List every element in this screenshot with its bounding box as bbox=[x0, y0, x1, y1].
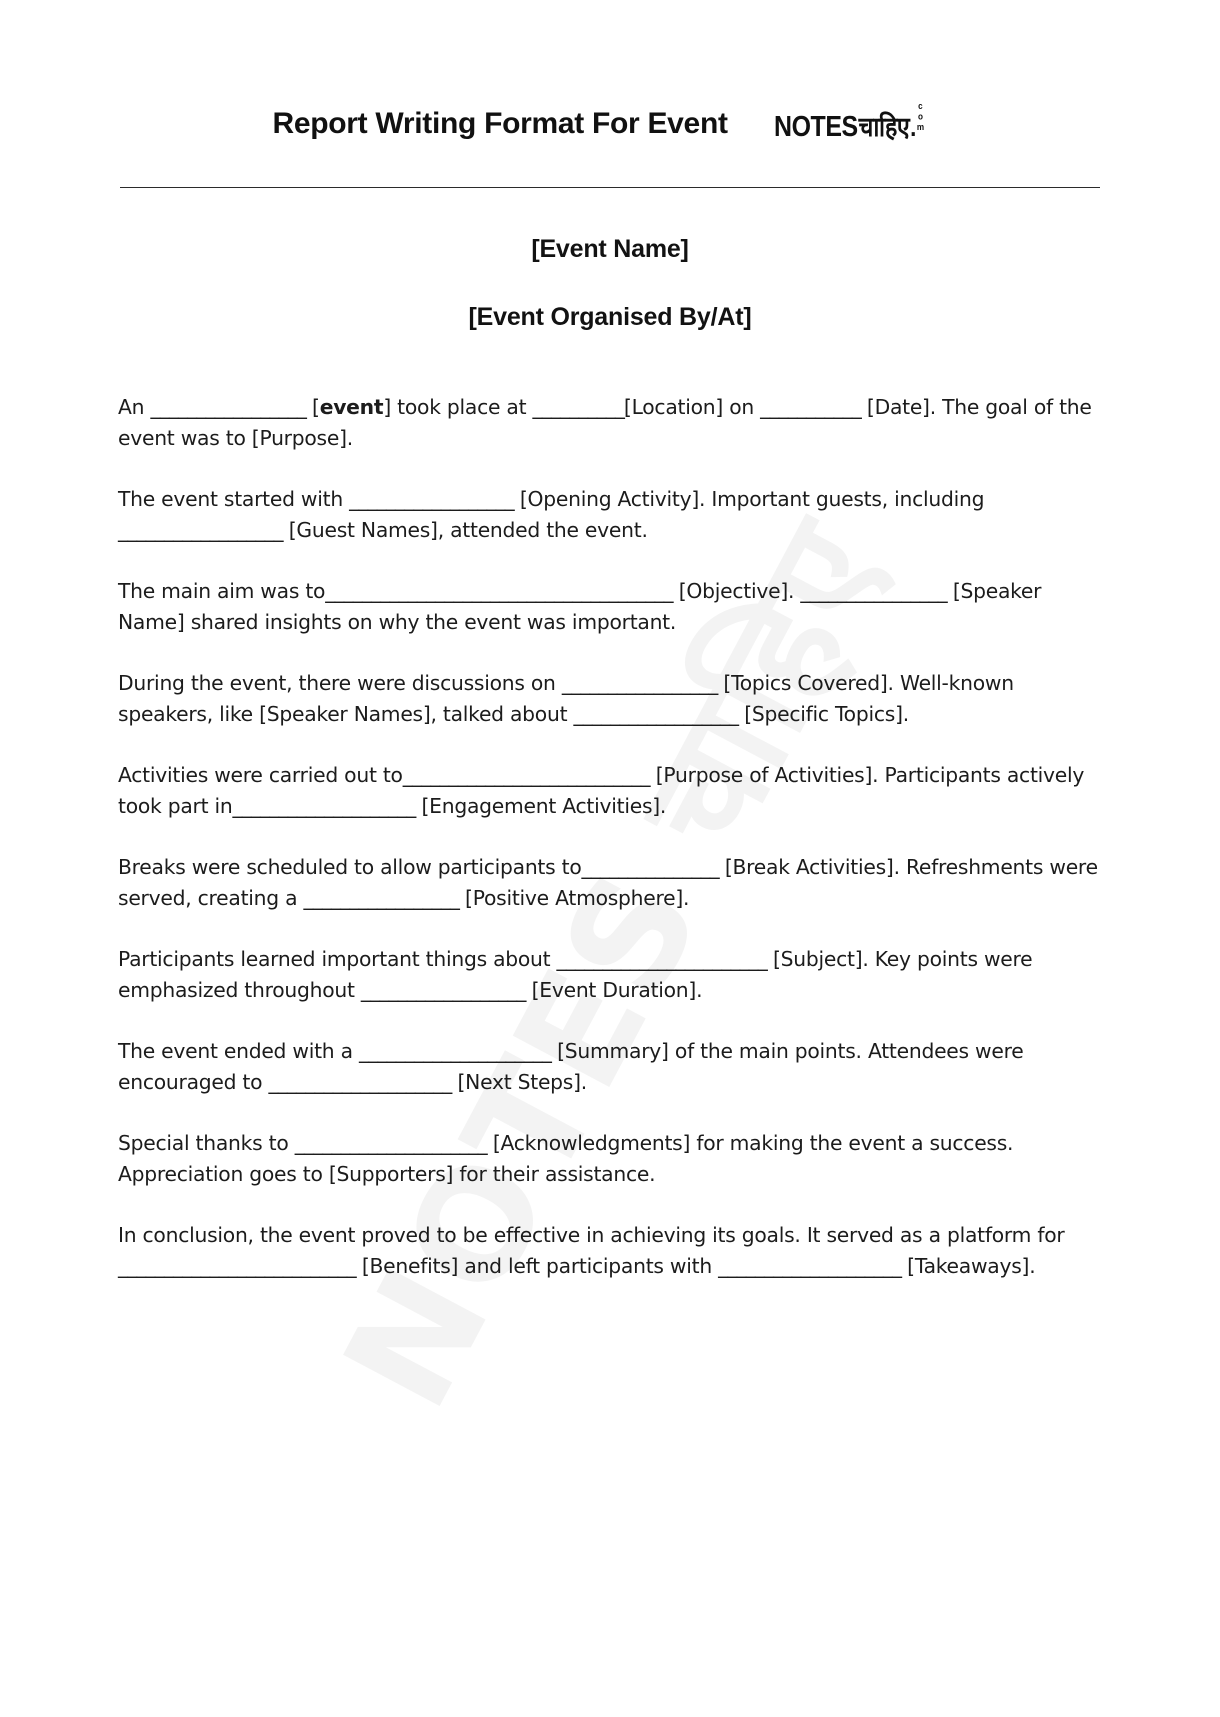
text-run: During the event, there were discussions on bbox=[118, 670, 562, 695]
fill-in-blank: _____________________ bbox=[358, 1038, 551, 1063]
page-title: Report Writing Format For Event bbox=[272, 106, 728, 140]
logo-com-text: com bbox=[915, 101, 925, 133]
fill-in-blank: __________________ bbox=[573, 701, 738, 726]
fill-in-blank: ____________________ bbox=[232, 793, 416, 818]
text-run: [Speaker Name] shared insights on why the event was important. bbox=[118, 578, 1042, 634]
document-body bbox=[118, 392, 1102, 1282]
text-run: Special thanks to bbox=[118, 1130, 295, 1155]
text-run: Breaks were scheduled to allow participants to bbox=[118, 854, 582, 879]
fill-in-blank: __________________ bbox=[349, 486, 514, 511]
text-run: [Positive Atmosphere]. bbox=[458, 885, 690, 910]
document-header bbox=[0, 0, 1220, 144]
document-headings bbox=[0, 235, 1220, 332]
text-run: [Opening Activity]. Important guests, including bbox=[513, 486, 985, 511]
text-run: [Event Duration]. bbox=[525, 977, 703, 1002]
text-run: [Summary] of the main points. Attendees were encouraged to bbox=[118, 1038, 1024, 1094]
text-run: The event started with bbox=[118, 486, 350, 511]
fill-in-blank: ______________________________________ bbox=[325, 578, 673, 603]
text-run: [Objective]. bbox=[672, 578, 801, 603]
fill-in-blank: __________ bbox=[532, 394, 624, 419]
text-run: [Subject]. Key points were emphasized throughout bbox=[118, 946, 1033, 1002]
fill-in-blank: ___________________________ bbox=[402, 762, 650, 787]
paragraph-opening bbox=[118, 484, 1102, 546]
notes-chahiye-logo bbox=[773, 101, 925, 144]
text-run: Participants learned important things about bbox=[118, 946, 557, 971]
fill-in-blank: _________________ bbox=[561, 670, 718, 695]
text-run: [Benefits] and left participants with bbox=[355, 1253, 719, 1278]
fill-in-blank: _______________________ bbox=[556, 946, 767, 971]
fill-in-blank: ________________ bbox=[800, 578, 947, 603]
paragraph-breaks bbox=[118, 852, 1102, 914]
paragraph-thanks bbox=[118, 1128, 1102, 1190]
text-run: [Guest Names], attended the event. bbox=[282, 517, 648, 542]
text-run: In conclusion, the event proved to be effective in achieving its goals. It served as a platform for bbox=[118, 1222, 1065, 1247]
paragraph-discussions bbox=[118, 668, 1102, 730]
paragraph-ending bbox=[118, 1036, 1102, 1098]
fill-in-blank: _______________ bbox=[581, 854, 719, 879]
text-run: The main aim was to bbox=[118, 578, 326, 603]
text-run: [Engagement Activities]. bbox=[415, 793, 667, 818]
text-run: ] took place at bbox=[383, 394, 533, 419]
paragraph-main-aim bbox=[118, 576, 1102, 638]
paragraph-activities bbox=[118, 760, 1102, 822]
paragraph-learnings bbox=[118, 944, 1102, 1006]
fill-in-blank: __________________ bbox=[118, 517, 283, 542]
fill-in-blank: _________________ bbox=[303, 885, 459, 910]
fill-in-blank: _____________________ bbox=[294, 1130, 487, 1155]
text-run: An bbox=[118, 394, 151, 419]
paragraph-intro bbox=[118, 392, 1102, 454]
text-run: [Purpose of Activities]. Participants actively took part in bbox=[118, 762, 1085, 818]
text-run: [Break Activities]. Refreshments were served, creating a bbox=[118, 854, 1098, 910]
text-run: [Takeaways]. bbox=[900, 1253, 1036, 1278]
text-run: [Next Steps]. bbox=[451, 1069, 587, 1094]
text-run: Activities were carried out to bbox=[118, 762, 403, 787]
heading-event-organised-by: [Event Organised By/At] bbox=[468, 302, 752, 331]
text-run: [Date]. The goal of the event was to [Purpose]. bbox=[118, 394, 1092, 450]
fill-in-blank: ___________ bbox=[760, 394, 861, 419]
fill-in-blank: __________________________ bbox=[118, 1253, 356, 1278]
text-run: [Specific Topics]. bbox=[738, 701, 909, 726]
text-run: [Location] on bbox=[623, 394, 761, 419]
text-run: [Acknowledgments] for making the event a success. Appreciation goes to [Supporters] for their assistance. bbox=[118, 1130, 1014, 1186]
text-run: [Topics Covered]. Well-known speakers, like [Speaker Names], talked about bbox=[118, 670, 1014, 726]
logo-dot: . bbox=[909, 111, 917, 142]
fill-in-blank: _________________ bbox=[150, 394, 306, 419]
emphasised-text: event bbox=[319, 394, 384, 419]
logo-devanagari-text: चाहिए bbox=[858, 111, 909, 143]
fill-in-blank: ____________________ bbox=[268, 1069, 452, 1094]
text-run: The event ended with a bbox=[118, 1038, 359, 1063]
fill-in-blank: ____________________ bbox=[718, 1253, 901, 1278]
logo-notes-text: NOTES bbox=[773, 110, 858, 143]
paragraph-conclusion bbox=[118, 1220, 1102, 1282]
heading-event-name: [Event Name] bbox=[531, 234, 689, 263]
text-run: [ bbox=[312, 394, 320, 419]
header-divider bbox=[120, 187, 1100, 188]
fill-in-blank: __________________ bbox=[360, 977, 526, 1002]
